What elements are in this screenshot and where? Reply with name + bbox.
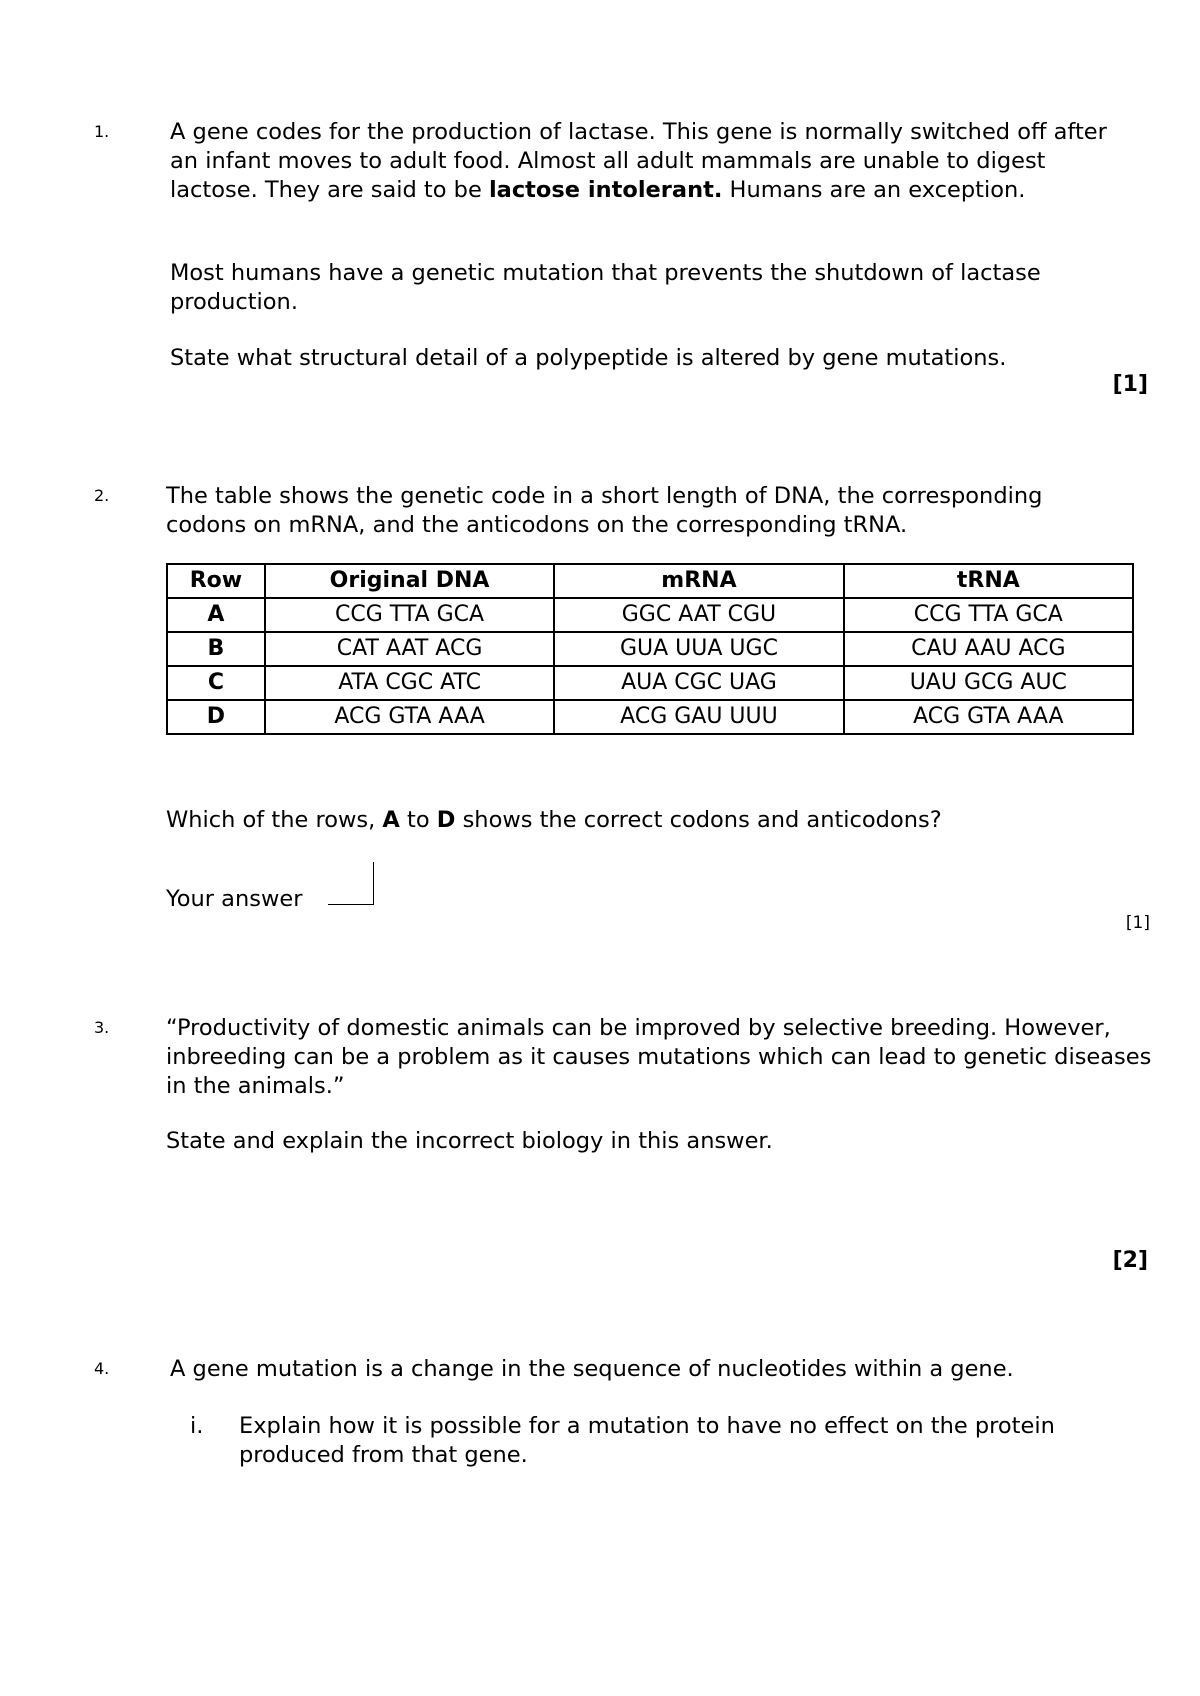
- question-3-prompt: State and explain the incorrect biology in this answer.: [166, 1128, 773, 1154]
- trna-cell: ACG GTA AAA: [844, 700, 1133, 734]
- table-row: [167, 632, 1133, 666]
- mrna-cell: GGC AAT CGU: [554, 598, 843, 632]
- table-header-row: [167, 564, 1133, 598]
- mrna-cell: AUA CGC UAG: [554, 666, 843, 700]
- row-label: A: [167, 598, 265, 632]
- dna-cell: ATA CGC ATC: [265, 666, 554, 700]
- question-2-number: 2.: [94, 486, 110, 505]
- question-2-marks: [1]: [1125, 913, 1150, 933]
- question-1-marks: [1]: [1112, 372, 1148, 397]
- row-label: B: [167, 632, 265, 666]
- answer-box[interactable]: [328, 862, 374, 905]
- answer-label: Your answer: [166, 886, 303, 912]
- table-row: [167, 598, 1133, 632]
- question-4-sub-i-label: i.: [190, 1413, 204, 1439]
- question-1-intro-text: A gene codes for the production of lactase. This gene is normally switched off after an infant moves to adult food. Almost all adult mammals are unable to digest lactose. They are said to be: [170, 119, 1107, 203]
- question-3-marks: [2]: [1112, 1248, 1148, 1273]
- question-4-intro: A gene mutation is a change in the sequence of nucleotides within a gene.: [170, 1356, 1014, 1382]
- question-2-prompt: [166, 806, 1126, 835]
- question-2-prompt-mid: to: [399, 807, 437, 833]
- row-label: C: [167, 666, 265, 700]
- mrna-cell: ACG GAU UUU: [554, 700, 843, 734]
- question-3-number: 3.: [94, 1018, 110, 1037]
- dna-cell: ACG GTA AAA: [265, 700, 554, 734]
- table-row: [167, 700, 1133, 734]
- trna-cell: CAU AAU ACG: [844, 632, 1133, 666]
- question-1-intro: [170, 118, 1130, 205]
- genetic-code-table: [166, 563, 1134, 735]
- question-4-sub-i-text: Explain how it is possible for a mutation to have no effect on the protein produced from that gene.: [239, 1413, 1055, 1468]
- row-label: D: [167, 700, 265, 734]
- question-1-intro-tail: Humans are an exception.: [722, 177, 1026, 203]
- question-2-bold-a: A: [382, 807, 400, 833]
- table-row: [167, 666, 1133, 700]
- question-1-bold-term: lactose intolerant.: [488, 177, 723, 203]
- column-header-mrna: mRNA: [554, 564, 843, 598]
- question-1-number: 1.: [94, 122, 110, 141]
- question-1-paragraph-2: Most humans have a genetic mutation that prevents the shutdown of lactase production.: [170, 260, 1041, 315]
- column-header-row: Row: [167, 564, 265, 598]
- question-4-number: 4.: [94, 1359, 110, 1378]
- question-2-prompt-end: shows the correct codons and anticodons?: [455, 807, 942, 833]
- question-2-intro: The table shows the genetic code in a short length of DNA, the corresponding codons on mRNA, and the anticodons on the corresponding tRNA.: [166, 483, 1043, 538]
- column-header-trna: tRNA: [844, 564, 1133, 598]
- question-1-prompt: State what structural detail of a polypeptide is altered by gene mutations.: [170, 345, 1007, 371]
- column-header-original-dna: Original DNA: [265, 564, 554, 598]
- trna-cell: CCG TTA GCA: [844, 598, 1133, 632]
- dna-cell: CCG TTA GCA: [265, 598, 554, 632]
- mrna-cell: GUA UUA UGC: [554, 632, 843, 666]
- trna-cell: UAU GCG AUC: [844, 666, 1133, 700]
- question-2-bold-d: D: [436, 807, 456, 833]
- dna-cell: CAT AAT ACG: [265, 632, 554, 666]
- question-2-prompt-start: Which of the rows,: [166, 807, 383, 833]
- question-3-quote: “Productivity of domestic animals can be improved by selective breeding. However, inbreeding can be a problem as it causes mutations which can lead to genetic diseases in the animals.”: [166, 1015, 1152, 1099]
